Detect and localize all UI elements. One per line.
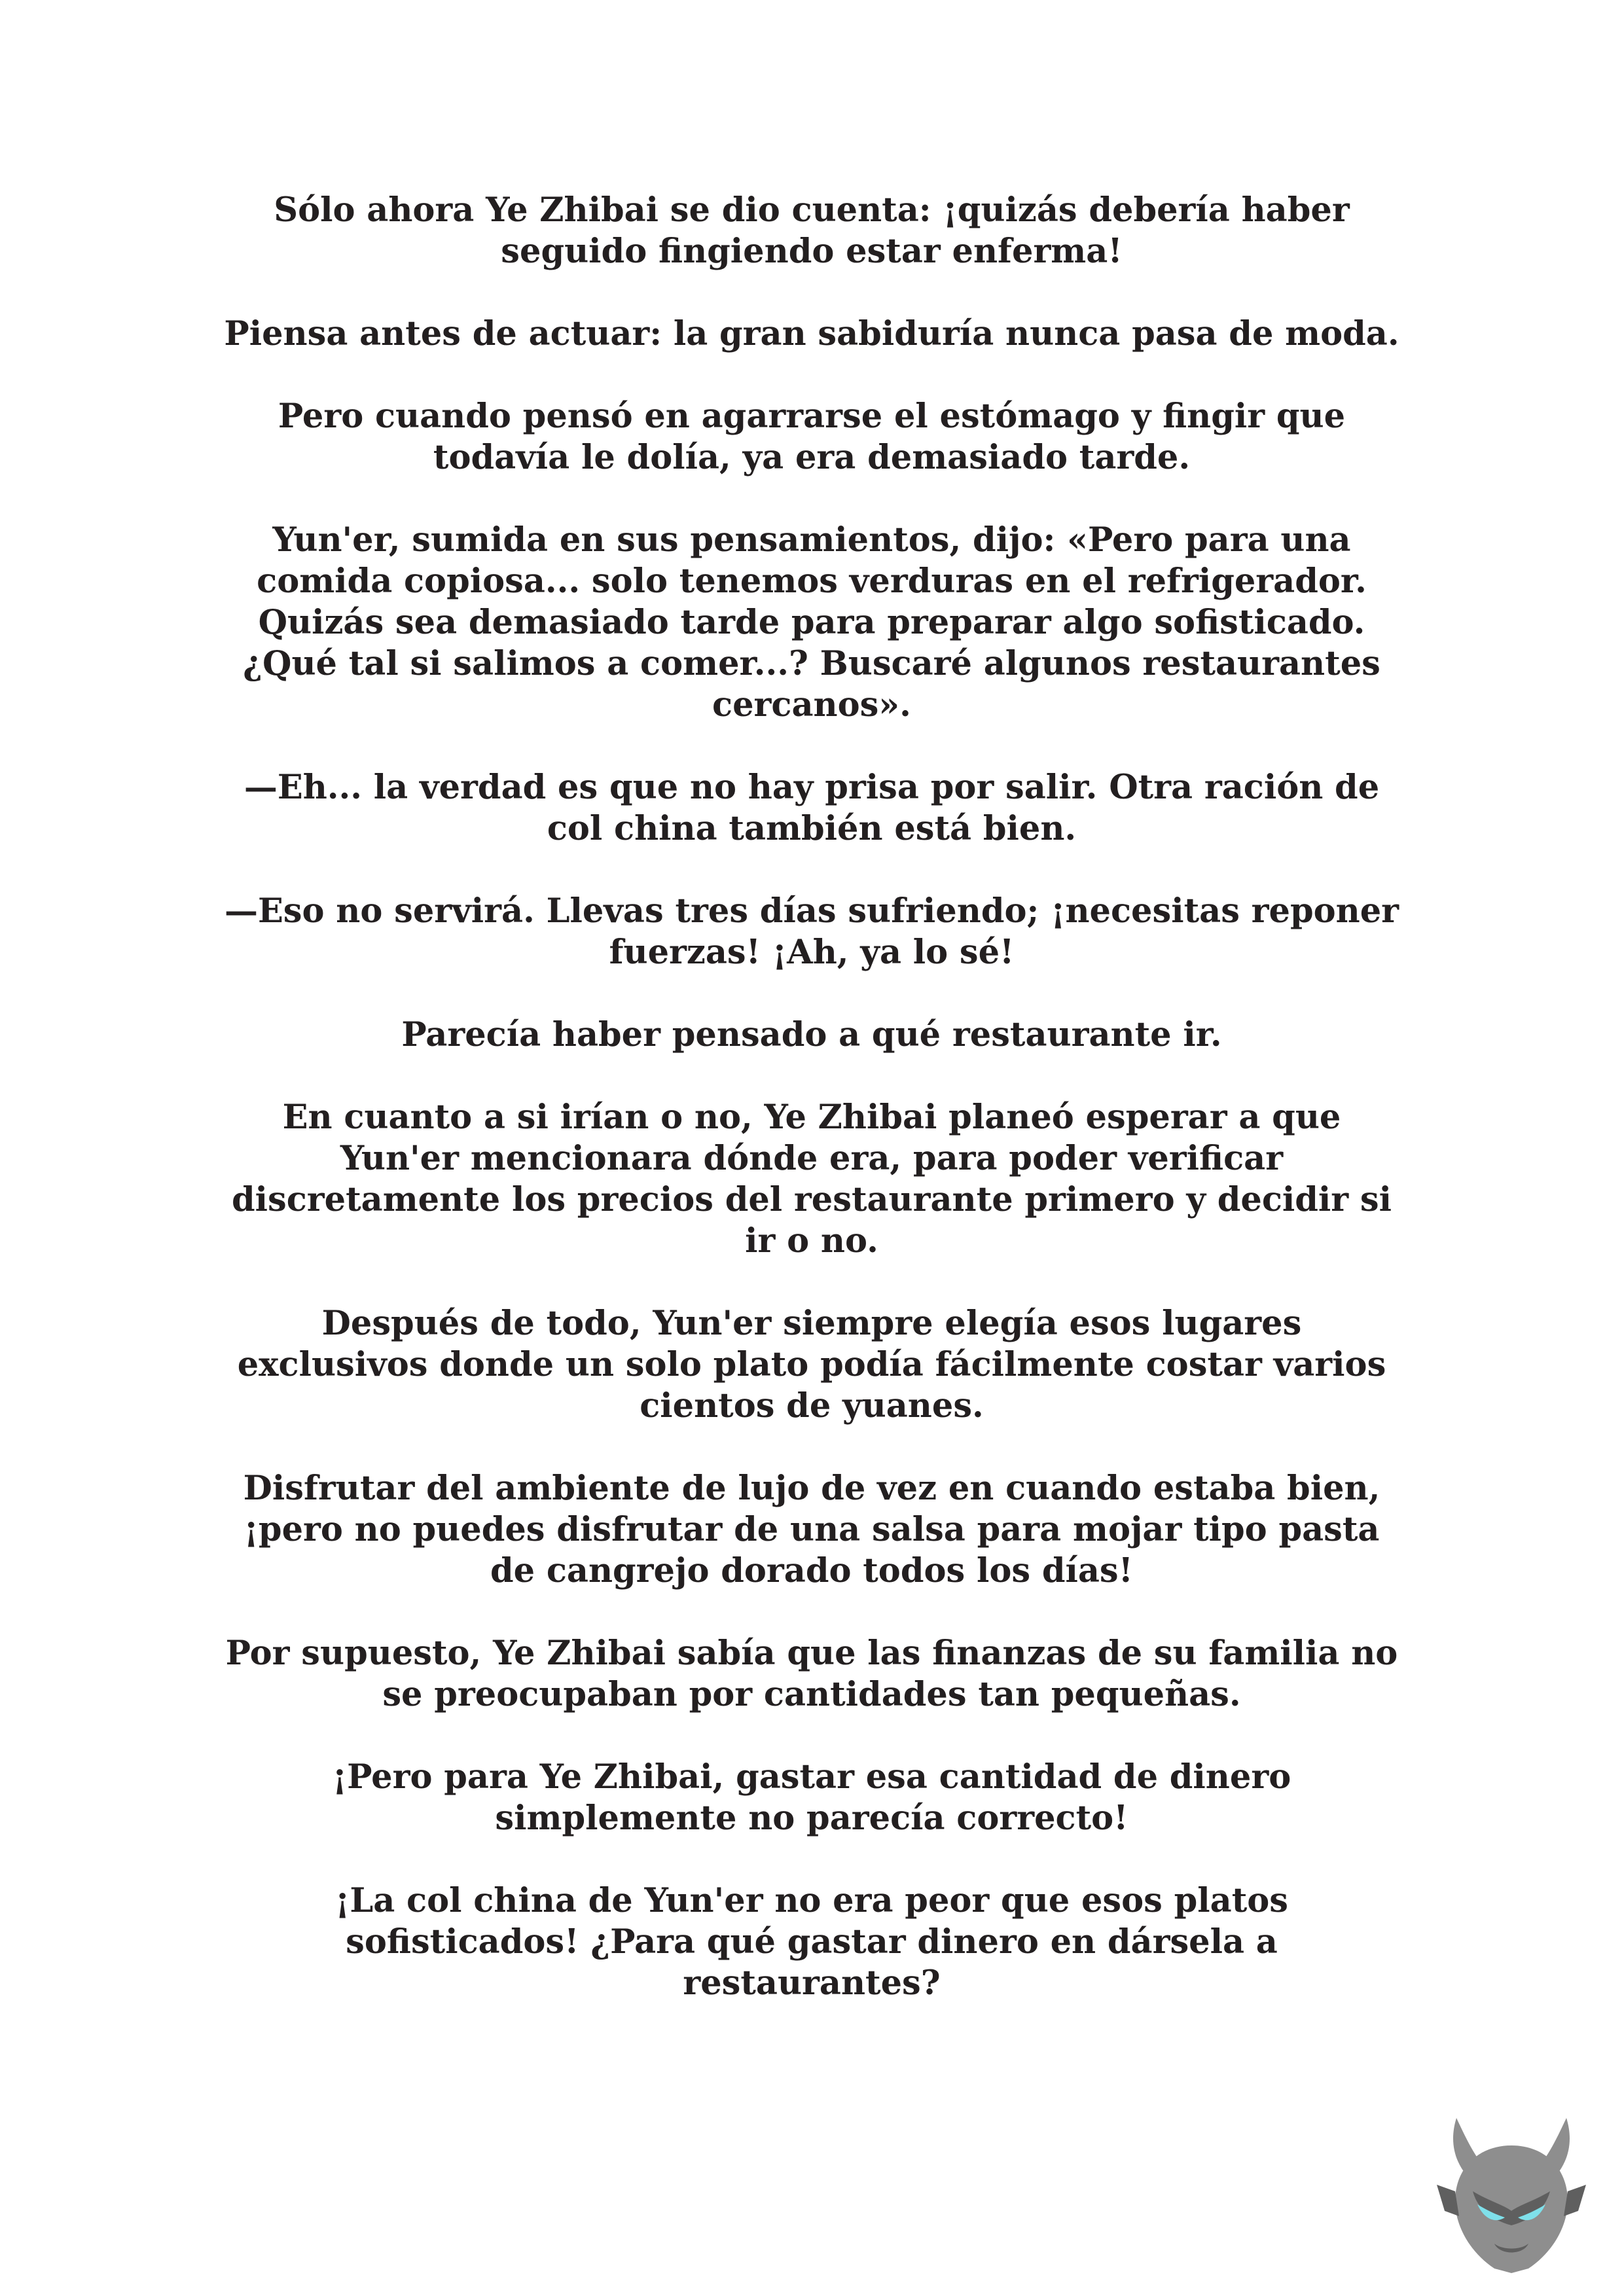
logo-head: [1455, 2145, 1568, 2273]
paragraph-12: ¡Pero para Ye Zhibai, gastar esa cantidad de dinero simplemente no parecía correcto!: [332, 1757, 1291, 1838]
logo-left-ear: [1437, 2185, 1459, 2216]
paragraph-13: ¡La col china de Yun'er no era peor que esos platos sofisticados! ¿Para qué gastar dinero en dársela a restaurantes?: [335, 1881, 1288, 2003]
paragraph-7: Parecía haber pensado a qué restaurante ir.: [401, 1015, 1222, 1054]
paragraph-2: Piensa antes de actuar: la gran sabiduría nunca pasa de moda.: [224, 314, 1399, 353]
logo-right-ear: [1564, 2185, 1586, 2216]
paragraph-10: Disfrutar del ambiente de lujo de vez en cuando estaba bien, ¡pero no puedes disfrutar de una salsa para mojar tipo pasta de cangrejo dorado todos los días!: [243, 1469, 1380, 1590]
paragraph-4: Yun'er, sumida en sus pensamientos, dijo: «Pero para una comida copiosa... solo tenemos verduras en el refrigerador. Quizás sea demasiado tarde para preparar algo sofisticado. ¿Qué tal si salimos a comer...? Buscaré algunos restaurantes cercanos».: [243, 520, 1380, 725]
demon-head-logo-icon: [1437, 2113, 1586, 2273]
paragraph-1: Sólo ahora Ye Zhibai se dio cuenta: ¡quizás debería haber seguido fingiendo estar enferma!: [274, 190, 1350, 271]
story-text: [223, 190, 1401, 2045]
paragraph-5: —Eh... la verdad es que no hay prisa por salir. Otra ración de col china también está bien.: [244, 768, 1380, 848]
paragraph-9: Después de todo, Yun'er siempre elegía esos lugares exclusivos donde un solo plato podía fácilmente costar varios cientos de yuanes.: [237, 1304, 1386, 1426]
paragraph-3: Pero cuando pensó en agarrarse el estómago y fingir que todavía le dolía, ya era demasiado tarde.: [278, 397, 1346, 477]
paragraph-6: —Eso no servirá. Llevas tres días sufriendo; ¡necesitas reponer fuerzas! ¡Ah, ya lo sé!: [224, 891, 1399, 972]
paragraph-8: En cuanto a si irían o no, Ye Zhibai planeó esperar a que Yun'er mencionara dónde era, para poder verificar discretamente los precios del restaurante primero y decidir si ir o no.: [231, 1098, 1392, 1261]
paragraph-11: Por supuesto, Ye Zhibai sabía que las finanzas de su familia no se preocupaban por cantidades tan pequeñas.: [225, 1634, 1398, 1714]
